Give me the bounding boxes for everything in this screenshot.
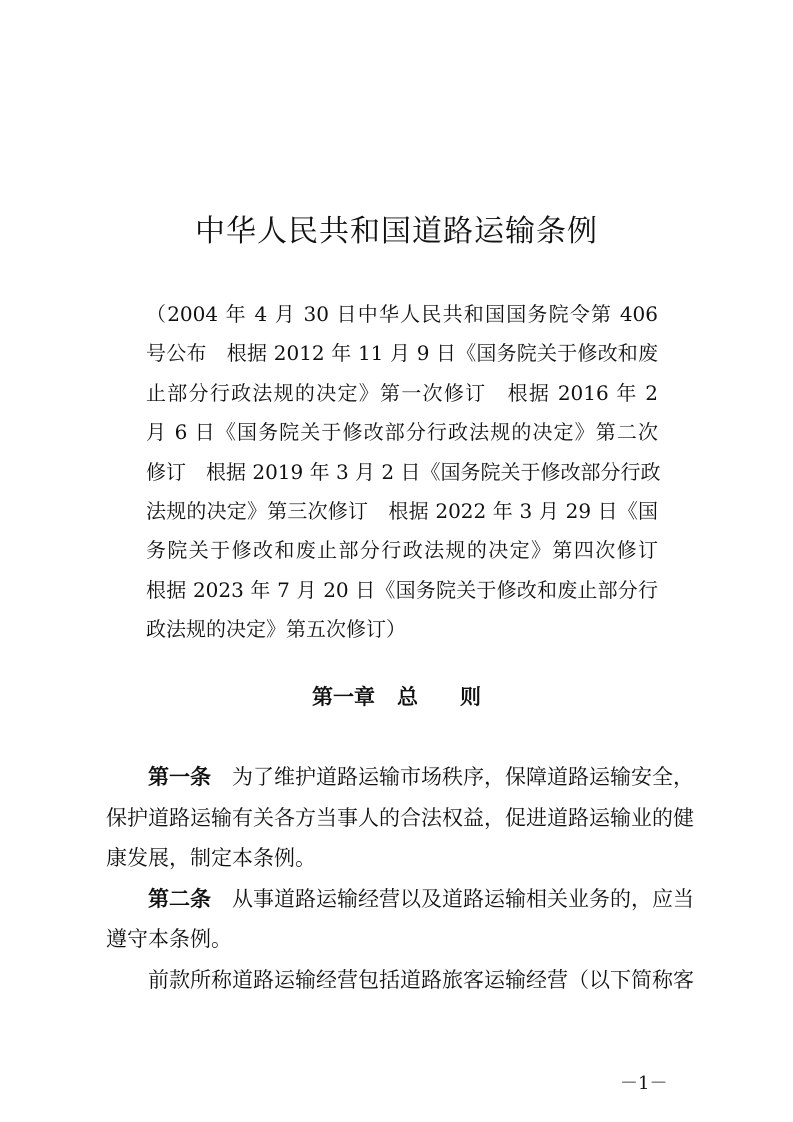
preamble-line: 月 6 日《国务院关于修改部分行政法规的决定》第二次: [146, 420, 658, 445]
preamble-line: 务院关于修改和废止部分行政法规的决定》第四次修订: [146, 538, 658, 563]
preamble-line: 号公布 根据 2012 年 11 月 9 日《国务院关于修改和废: [146, 341, 658, 366]
article-1-label: 第一条: [148, 765, 211, 789]
article-2-line: 遵守本条例。: [106, 927, 232, 952]
preamble-line: 根据 2023 年 7 月 20 日《国务院关于修改和废止部分行: [146, 577, 658, 602]
article-2-label: 第二条: [148, 886, 211, 911]
chapter-word-2: 则: [460, 685, 481, 709]
paragraph-3-line: 前款所称道路运输经营包括道路旅客运输经营（以下简称客: [148, 967, 694, 992]
article-1-line: 保护道路运输有关各方当事人的合法权益，促进道路运输业的健: [106, 805, 694, 830]
chapter-number: 第一章: [312, 685, 375, 709]
preamble-line: 法规的决定》第三次修订 根据 2022 年 3 月 29 日《国: [146, 498, 658, 523]
preamble-line: 止部分行政法规的决定》第一次修订 根据 2016 年 2: [146, 380, 658, 405]
article-1-line: [106, 757, 692, 798]
article-2-text: 从事道路运输经营以及道路运输相关业务的，应当: [232, 886, 694, 911]
chapter-heading: [0, 680, 793, 714]
preamble-line: 政法规的决定》第五次修订）: [146, 617, 406, 642]
page-number: －1－: [620, 1073, 668, 1094]
revision-history-note: [146, 295, 661, 650]
chapter-word-1: 总: [397, 685, 418, 709]
preamble-line: 修订 根据 2019 年 3 月 2 日《国务院关于修改部分行政: [146, 459, 661, 484]
article-1-text: 为了维护道路运输市场秩序，保障道路运输安全，: [232, 765, 694, 789]
preamble-line: （2004 年 4 月 30 日中华人民共和国国务院令第 406: [146, 302, 658, 326]
chapter-body: [106, 757, 692, 1001]
article-1-line: 康发展，制定本条例。: [106, 846, 316, 871]
article-2-line: [106, 879, 692, 920]
document-title: 中华人民共和国道路运输条例: [195, 214, 598, 249]
